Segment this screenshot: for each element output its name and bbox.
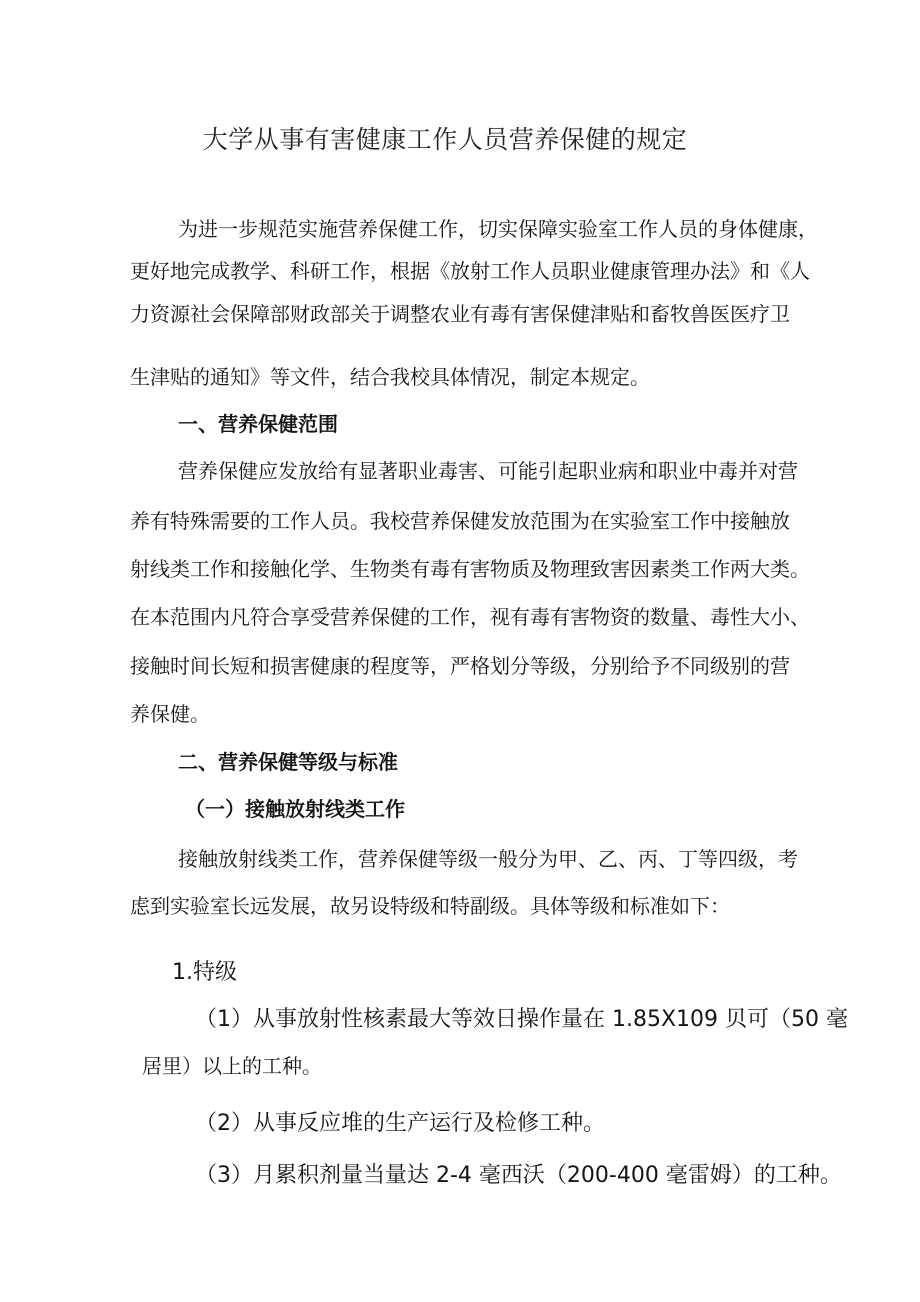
section-1-line-6: 养保健。: [130, 702, 210, 726]
section-1-line-3: 射线类工作和接触化学、生物类有毒有害物质及物理致害因素类工作两大类。: [130, 557, 810, 581]
intro-line-2: 更好地完成教学、科研工作，根据《放射工作人员职业健康管理办法》和《人: [130, 259, 810, 283]
section-1-line-1: 营养保健应发放给有显著职业毒害、可能引起职业病和职业中毒并对营: [178, 459, 798, 483]
document-title: 大学从事有害健康工作人员营养保健的规定: [202, 125, 688, 154]
intro-line-4: 生津贴的通知》等文件，结合我校具体情况，制定本规定。: [130, 365, 650, 389]
level-1-item-2: （2）从事反应堆的生产运行及检修工种。: [195, 1111, 605, 1136]
section-2-heading: 二、营养保健等级与标准: [178, 750, 398, 774]
subsection-1-line-1: 接触放射线类工作，营养保健等级一般分为甲、乙、丙、丁等四级，考: [178, 847, 798, 871]
subsection-1-line-2: 虑到实验室长远发展，故另设特级和特副级。具体等级和标准如下：: [130, 894, 730, 918]
level-1-item-1-line-2: 居里）以上的工种。: [142, 1054, 322, 1078]
section-1-line-5: 接触时间长短和损害健康的程度等，严格划分等级，分别给予不同级别的营: [130, 654, 790, 678]
subsection-1-heading: （一）接触放射线类工作: [185, 797, 405, 821]
section-1-heading: 一、营养保健范围: [178, 412, 338, 436]
level-1-label: 1.特级: [172, 960, 237, 985]
section-1-line-4: 在本范围内凡符合享受营养保健的工作，视有毒有害物资的数量、毒性大小、: [130, 605, 810, 629]
intro-line-3: 力资源社会保障部财政部关于调整农业有毒有害保健津贴和畜牧兽医医疗卫: [130, 302, 790, 326]
level-1-item-3: （3）月累积剂量当量达 2-4 毫西沃（200-400 毫雷姆）的工种。: [195, 1163, 842, 1188]
section-1-line-2: 养有特殊需要的工作人员。我校营养保健发放范围为在实验室工作中接触放: [130, 509, 790, 533]
level-1-item-1-line-1: （1）从事放射性核素最大等效日操作量在 1.85X109 贝可（50 毫: [195, 1007, 849, 1032]
intro-line-1: 为进一步规范实施营养保健工作，切实保障实验室工作人员的身体健康，: [178, 217, 818, 241]
